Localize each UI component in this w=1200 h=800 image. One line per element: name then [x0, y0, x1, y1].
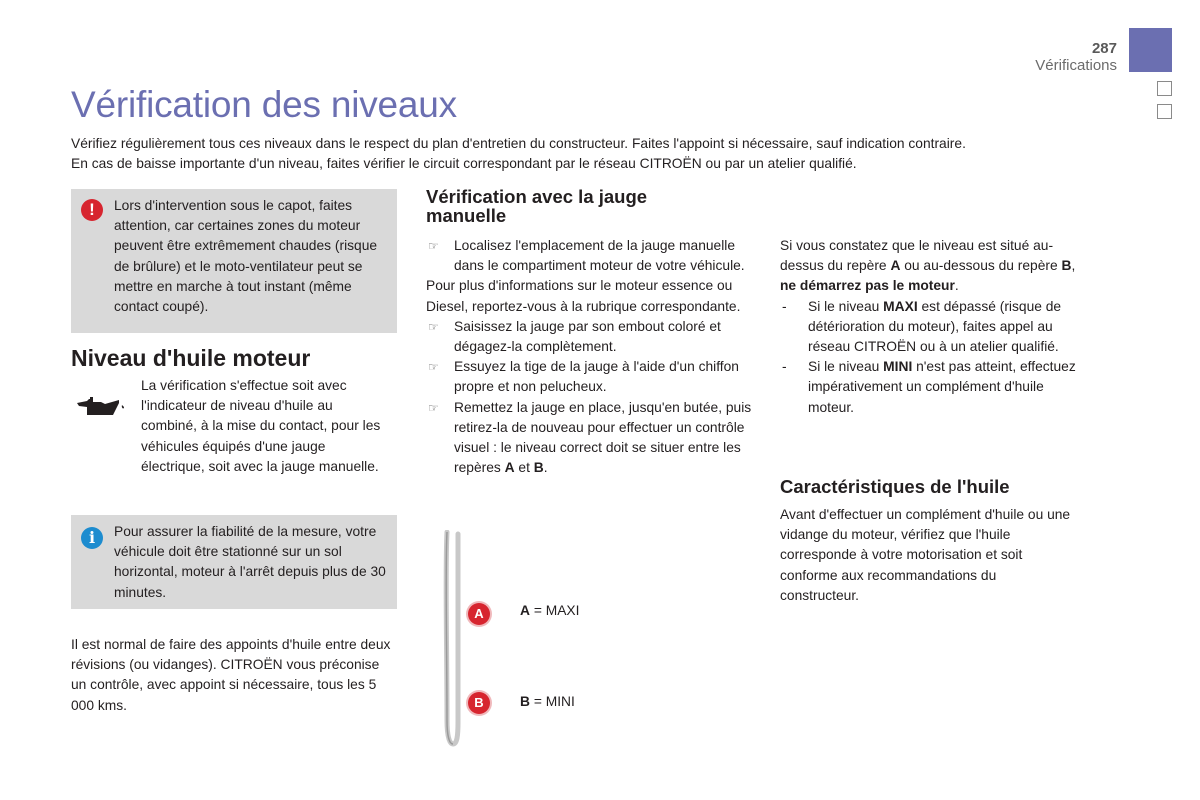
text-part: Si le niveau [808, 359, 884, 375]
intro-text [71, 134, 1131, 174]
marker-a-label [520, 603, 579, 618]
text-part: , [1071, 258, 1076, 274]
text-part: Si vous constatez que le niveau est situé au-dessus du repère [780, 238, 1054, 274]
intro-line: En cas de baisse importante d'un niveau, faites vérifier le circuit correspondant par le réseau CITROËN ou par un atelier qualifié. [71, 156, 857, 171]
oil-can-icon [75, 393, 131, 419]
marker-b-label [520, 694, 575, 709]
page-number: 287 [1091, 40, 1117, 57]
marker-letter: A [520, 603, 530, 618]
chapter-tab [1129, 28, 1172, 72]
marker-ref: A [504, 460, 515, 476]
refill-note: Il est normal de faire des appoints d'huile entre deux révisions (ou vidanges). CITROËN vous préconise un contrôle, avec appoint si nécessaire, tous les 5 000 kms. [71, 637, 391, 713]
chapter-tab-empty [1157, 81, 1172, 96]
oil-specs-heading: Caractéristiques de l'huile [780, 476, 1010, 497]
oil-level-text: La vérification s'effectue soit avec l'indicateur de niveau d'huile au combiné, à la mise du contact, pour les véhicules équipés d'une jauge électrique, soit avec la jauge manuelle. [141, 378, 381, 474]
section-name: Vérifications [1035, 57, 1117, 74]
text-part: Si le niveau [808, 298, 884, 314]
list-item [780, 357, 1080, 418]
marker-b-badge: B [468, 692, 490, 714]
step-item: ☞ Localisez l'emplacement de la jauge manuelle dans le compartiment moteur de votre véhicule. [426, 236, 756, 276]
more-info-text: Pour plus d'informations sur le moteur essence ou Diesel, reportez-vous à la rubrique correspondante. [426, 278, 741, 314]
warning-icon: ! [81, 199, 103, 221]
page-title: Vérification des niveaux [71, 84, 457, 125]
level-check-paragraph [780, 236, 1080, 297]
step-item: ☞ Saisissez la jauge par son embout coloré et dégagez-la complètement. [426, 317, 756, 357]
emphasis: MINI [883, 359, 913, 375]
marker-ref: B [533, 460, 544, 476]
step-text: . [543, 460, 548, 476]
level-check-text [780, 236, 1080, 418]
oil-level-heading: Niveau d'huile moteur [71, 345, 311, 371]
emphasis: ne démarrez pas le moteur [780, 278, 955, 294]
text-part: est dépassé (risque de détérioration du moteur), faites appel au réseau CITROËN ou à un atelier qualifié. [808, 298, 1062, 355]
marker-a-badge: A [468, 603, 490, 625]
info-icon: i [81, 527, 103, 549]
dipstick-heading: Vérification avec la jauge manuelle [426, 186, 648, 226]
text-part: ou au-dessous du repère [900, 258, 1062, 274]
text-part: . [954, 278, 959, 294]
marker-value: = MAXI [533, 603, 580, 618]
text-part: n'est pas atteint, effectuez impérativement un complément d'huile moteur. [808, 359, 1076, 415]
marker-letter: B [520, 694, 530, 709]
oil-specs-text: Avant d'effectuer un complément d'huile ou une vidange du moteur, vérifiez que l'huile corresponde à votre motorisation et soit conforme aux recommandations du constructeur. [780, 507, 1071, 603]
step-item [426, 398, 756, 479]
chapter-tab-empty [1157, 104, 1172, 119]
info-text: Pour assurer la fiabilité de la mesure, votre véhicule doit être stationné sur un sol horizontal, moteur à l'arrêt depuis plus de 30 minutes. [114, 524, 386, 600]
list-item [780, 297, 1080, 358]
marker-value: = MINI [533, 694, 575, 709]
emphasis: MAXI [883, 298, 918, 314]
step-text: Remettez la jauge en place, jusqu'en butée, puis retirez-la de nouveau pour effectuer un contrôle visuel : le niveau correct doit se situer entre les repères [454, 399, 752, 476]
dipstick-instructions [426, 236, 756, 478]
dipstick-illustration [441, 530, 461, 748]
step-item: ☞ Essuyez la tige de la jauge à l'aide d'un chiffon propre et non pelucheux. [426, 357, 756, 397]
warning-text: Lors d'intervention sous le capot, faites attention, car certaines zones du moteur peuvent être extrêmement chaudes (risque de brûlure) et le moto-ventilateur peut se mettre en marche à tout instant (même contact coupé). [114, 198, 378, 315]
step-text: et [514, 460, 534, 476]
marker-ref: A [890, 258, 901, 274]
marker-ref: B [1061, 258, 1072, 274]
intro-line: Vérifiez régulièrement tous ces niveaux dans le respect du plan d'entretien du constructeur. Faites l'appoint si nécessaire, sauf indication contraire. [71, 136, 966, 151]
